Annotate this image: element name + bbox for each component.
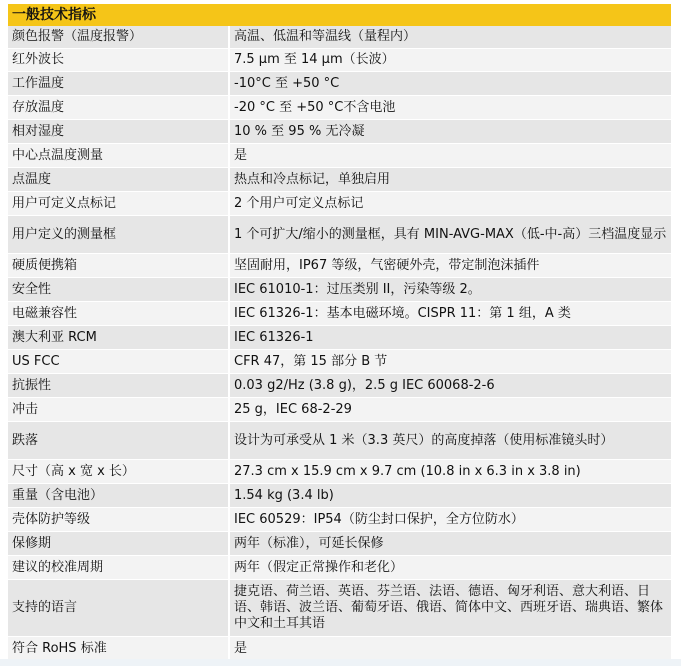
row-value: 是	[229, 144, 671, 168]
table-row	[8, 508, 671, 532]
table-row	[8, 192, 671, 216]
row-label: 电磁兼容性	[8, 302, 229, 326]
table-row	[8, 302, 671, 326]
row-value: 是	[229, 637, 671, 661]
table-row	[8, 168, 671, 192]
table-row	[8, 144, 671, 168]
row-label: 冲击	[8, 398, 229, 422]
table-row	[8, 49, 671, 72]
table-row	[8, 72, 671, 96]
row-value: 两年（标准），可延长保修	[229, 532, 671, 556]
row-value: -10°C 至 +50 °C	[229, 72, 671, 96]
row-value: IEC 60529：IP54（防尘封口保护，全方位防水）	[229, 508, 671, 532]
row-label: 工作温度	[8, 72, 229, 96]
row-value: CFR 47，第 15 部分 B 节	[229, 350, 671, 374]
row-value: 捷克语、荷兰语、英语、芬兰语、法语、德语、匈牙利语、意大利语、日语、韩语、波兰语、葡萄牙语、俄语、简体中文、西班牙语、瑞典语、繁体中文和土耳其语	[229, 580, 671, 637]
row-value: 7.5 μm 至 14 μm（长波）	[229, 49, 671, 72]
table-row	[8, 484, 671, 508]
table-row	[8, 422, 671, 460]
row-label: 颜色报警（温度报警）	[8, 26, 229, 49]
row-label: 保修期	[8, 532, 229, 556]
table-row	[8, 96, 671, 120]
table-row	[8, 254, 671, 278]
spec-table	[8, 26, 671, 661]
row-value: -20 °C 至 +50 °C不含电池	[229, 96, 671, 120]
table-row	[8, 580, 671, 637]
row-value: 高温、低温和等温线（量程内）	[229, 26, 671, 49]
row-value: IEC 61326-1	[229, 326, 671, 350]
row-value: 27.3 cm x 15.9 cm x 9.7 cm (10.8 in x 6.3 in x 3.8 in)	[229, 460, 671, 484]
table-row	[8, 637, 671, 661]
row-value: IEC 61010-1：过压类别 II，污染等级 2。	[229, 278, 671, 302]
row-value: 1 个可扩大/缩小的测量框，具有 MIN-AVG-MAX（低-中-高）三档温度显示	[229, 216, 671, 254]
row-value: 坚固耐用，IP67 等级，气密硬外壳，带定制泡沫插件	[229, 254, 671, 278]
row-label: 中心点温度测量	[8, 144, 229, 168]
row-value: 2 个用户可定义点标记	[229, 192, 671, 216]
table-row	[8, 350, 671, 374]
row-label: US FCC	[8, 350, 229, 374]
row-label: 安全性	[8, 278, 229, 302]
row-value: IEC 61326-1：基本电磁环境。CISPR 11：第 1 组，A 类	[229, 302, 671, 326]
table-row	[8, 326, 671, 350]
row-value: 10 % 至 95 % 无冷凝	[229, 120, 671, 144]
row-label: 重量（含电池）	[8, 484, 229, 508]
row-label: 建议的校准周期	[8, 556, 229, 580]
spec-sheet	[8, 4, 671, 661]
table-row	[8, 556, 671, 580]
row-label: 红外波长	[8, 49, 229, 72]
row-label: 用户可定义点标记	[8, 192, 229, 216]
row-label: 相对湿度	[8, 120, 229, 144]
row-value: 两年（假定正常操作和老化）	[229, 556, 671, 580]
row-label: 澳大利亚 RCM	[8, 326, 229, 350]
row-label: 用户定义的测量框	[8, 216, 229, 254]
row-label: 硬质便携箱	[8, 254, 229, 278]
table-row	[8, 26, 671, 49]
row-label: 支持的语言	[8, 580, 229, 637]
page-edge	[0, 659, 681, 666]
row-label: 点温度	[8, 168, 229, 192]
table-row	[8, 216, 671, 254]
row-label: 抗振性	[8, 374, 229, 398]
table-row	[8, 460, 671, 484]
row-value: 热点和冷点标记，单独启用	[229, 168, 671, 192]
row-label: 存放温度	[8, 96, 229, 120]
row-value: 0.03 g2/Hz (3.8 g)，2.5 g IEC 60068-2-6	[229, 374, 671, 398]
section-title: 一般技术指标	[8, 4, 671, 26]
row-value: 1.54 kg (3.4 lb)	[229, 484, 671, 508]
row-label: 尺寸（高 x 宽 x 长）	[8, 460, 229, 484]
row-value: 25 g，IEC 68-2-29	[229, 398, 671, 422]
row-value: 设计为可承受从 1 米（3.3 英尺）的高度掉落（使用标准镜头时）	[229, 422, 671, 460]
table-row	[8, 120, 671, 144]
table-row	[8, 398, 671, 422]
table-row	[8, 278, 671, 302]
table-row	[8, 374, 671, 398]
row-label: 符合 RoHS 标准	[8, 637, 229, 661]
row-label: 跌落	[8, 422, 229, 460]
row-label: 壳体防护等级	[8, 508, 229, 532]
table-row	[8, 532, 671, 556]
